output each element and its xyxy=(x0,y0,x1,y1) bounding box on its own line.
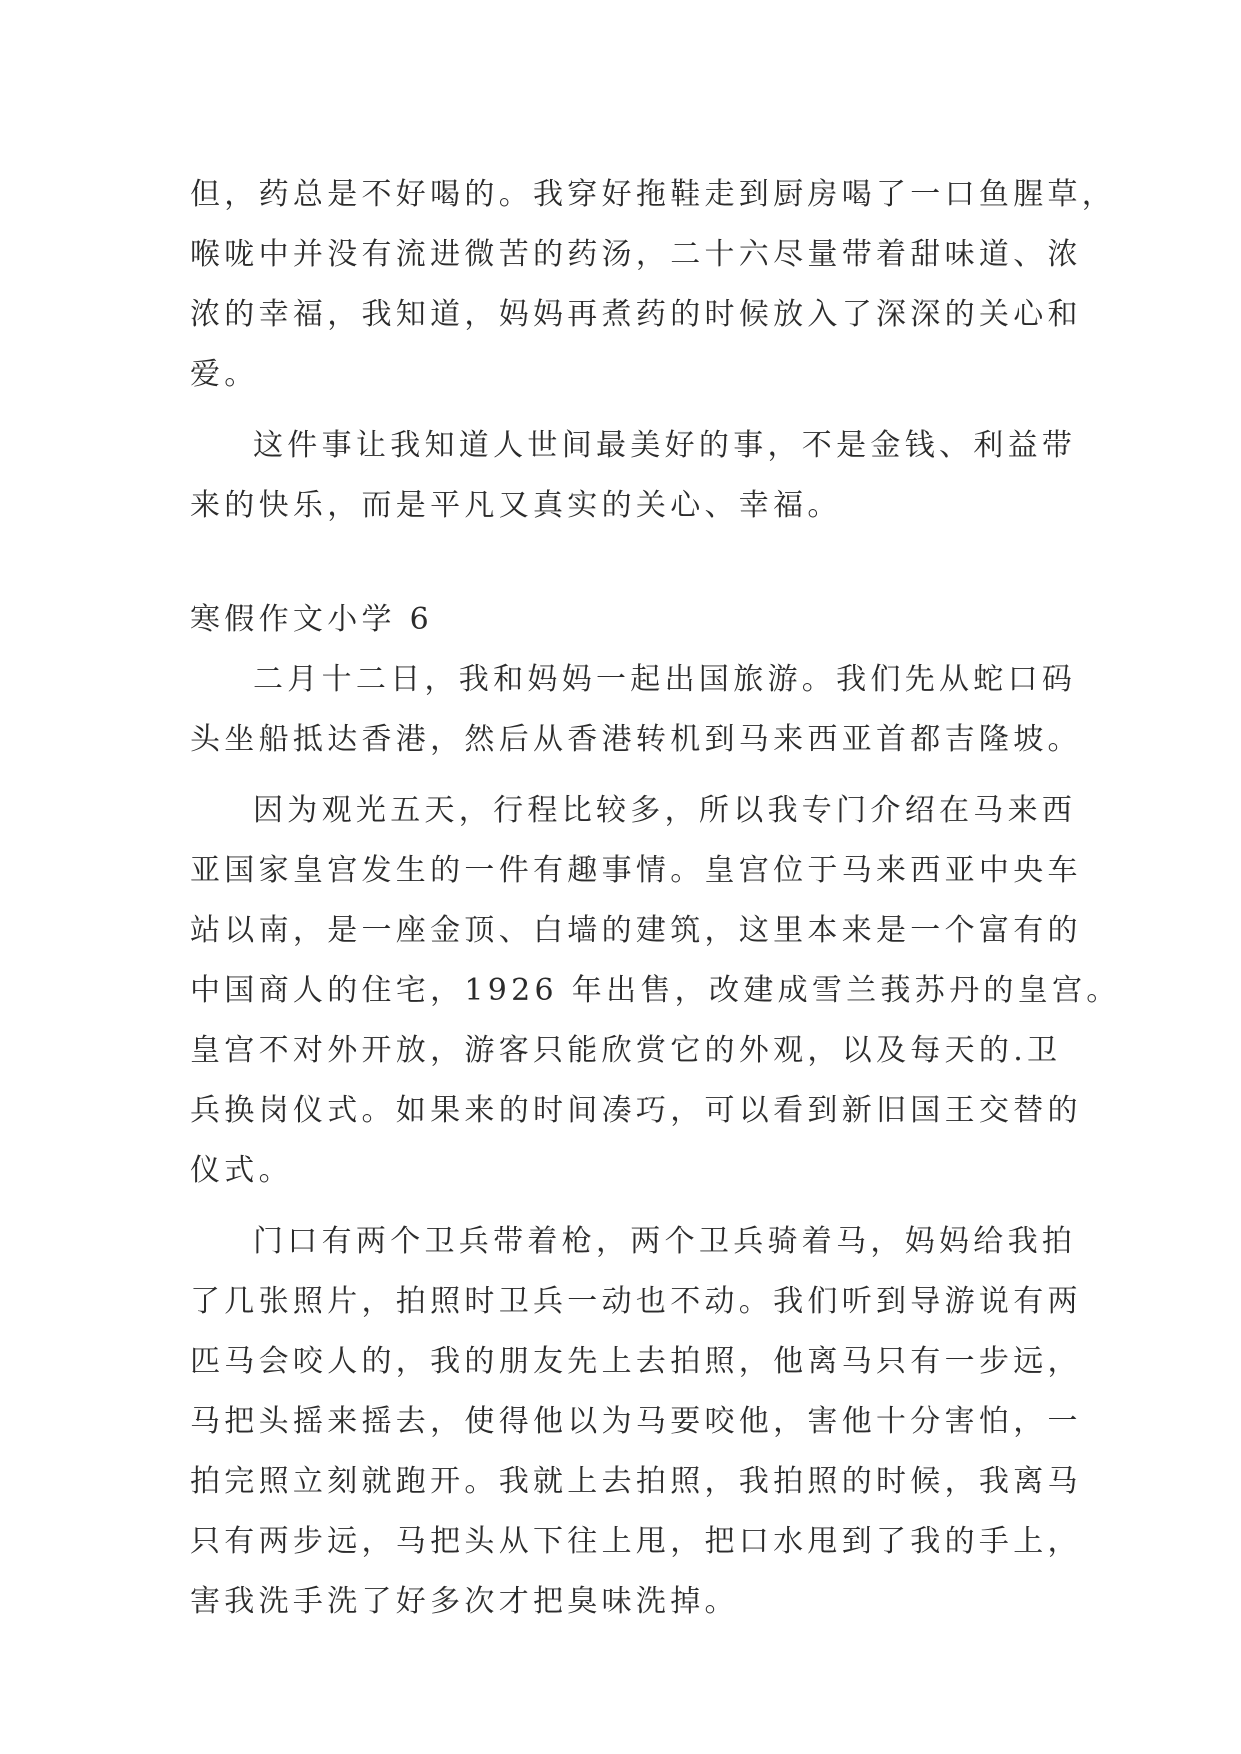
paragraph-line: 皇宫不对外开放，游客只能欣赏它的外观，以及每天的.卫 xyxy=(190,1033,1062,1068)
paragraph-line: 站以南，是一座金顶、白墙的建筑，这里本来是一个富有的 xyxy=(190,913,1082,948)
paragraph-line: 亚国家皇宫发生的一件有趣事情。皇宫位于马来西亚中央车 xyxy=(190,853,1082,888)
paragraph-line: 马把头摇来摇去，使得他以为马要咬他，害他十分害怕，一 xyxy=(190,1404,1082,1439)
paragraph-line: 来的快乐，而是平凡又真实的关心、幸福。 xyxy=(190,488,842,523)
paragraph-line: 中国商人的住宅，1926 年出售，改建成雪兰莪苏丹的皇宫。 xyxy=(190,973,1121,1008)
paragraph-line: 头坐船抵达香港，然后从香港转机到马来西亚首都吉隆坡。 xyxy=(190,722,1082,757)
paragraph-line: 喉咙中并没有流进微苦的药汤，二十六尽量带着甜味道、浓 xyxy=(190,237,1082,272)
section-title: 寒假作文小学 6 xyxy=(190,602,434,637)
paragraph-line: 了几张照片，拍照时卫兵一动也不动。我们听到导游说有两 xyxy=(190,1284,1082,1319)
paragraph-line: 只有两步远，马把头从下往上甩，把口水甩到了我的手上， xyxy=(190,1524,1082,1559)
paragraph-line: 仪式。 xyxy=(190,1153,293,1188)
paragraph-line: 这件事让我知道人世间最美好的事，不是金钱、利益带 xyxy=(253,428,1077,463)
paragraph-line: 但，药总是不好喝的。我穿好拖鞋走到厨房喝了一口鱼腥草， xyxy=(190,177,1117,212)
paragraph-line: 浓的幸福，我知道，妈妈再煮药的时候放入了深深的关心和 xyxy=(190,297,1082,332)
paragraph-line: 门口有两个卫兵带着枪，两个卫兵骑着马，妈妈给我拍 xyxy=(253,1224,1077,1259)
paragraph-line: 二月十二日，我和妈妈一起出国旅游。我们先从蛇口码 xyxy=(253,662,1077,697)
paragraph-line: 匹马会咬人的，我的朋友先上去拍照，他离马只有一步远， xyxy=(190,1344,1082,1379)
paragraph-line: 拍完照立刻就跑开。我就上去拍照，我拍照的时候，我离马 xyxy=(190,1464,1082,1499)
paragraph-line: 兵换岗仪式。如果来的时间凑巧，可以看到新旧国王交替的 xyxy=(190,1093,1082,1128)
paragraph-line: 因为观光五天，行程比较多，所以我专门介绍在马来西 xyxy=(253,793,1077,828)
paragraph-line: 害我洗手洗了好多次才把臭味洗掉。 xyxy=(190,1584,739,1619)
paragraph-line: 爱。 xyxy=(190,357,259,392)
